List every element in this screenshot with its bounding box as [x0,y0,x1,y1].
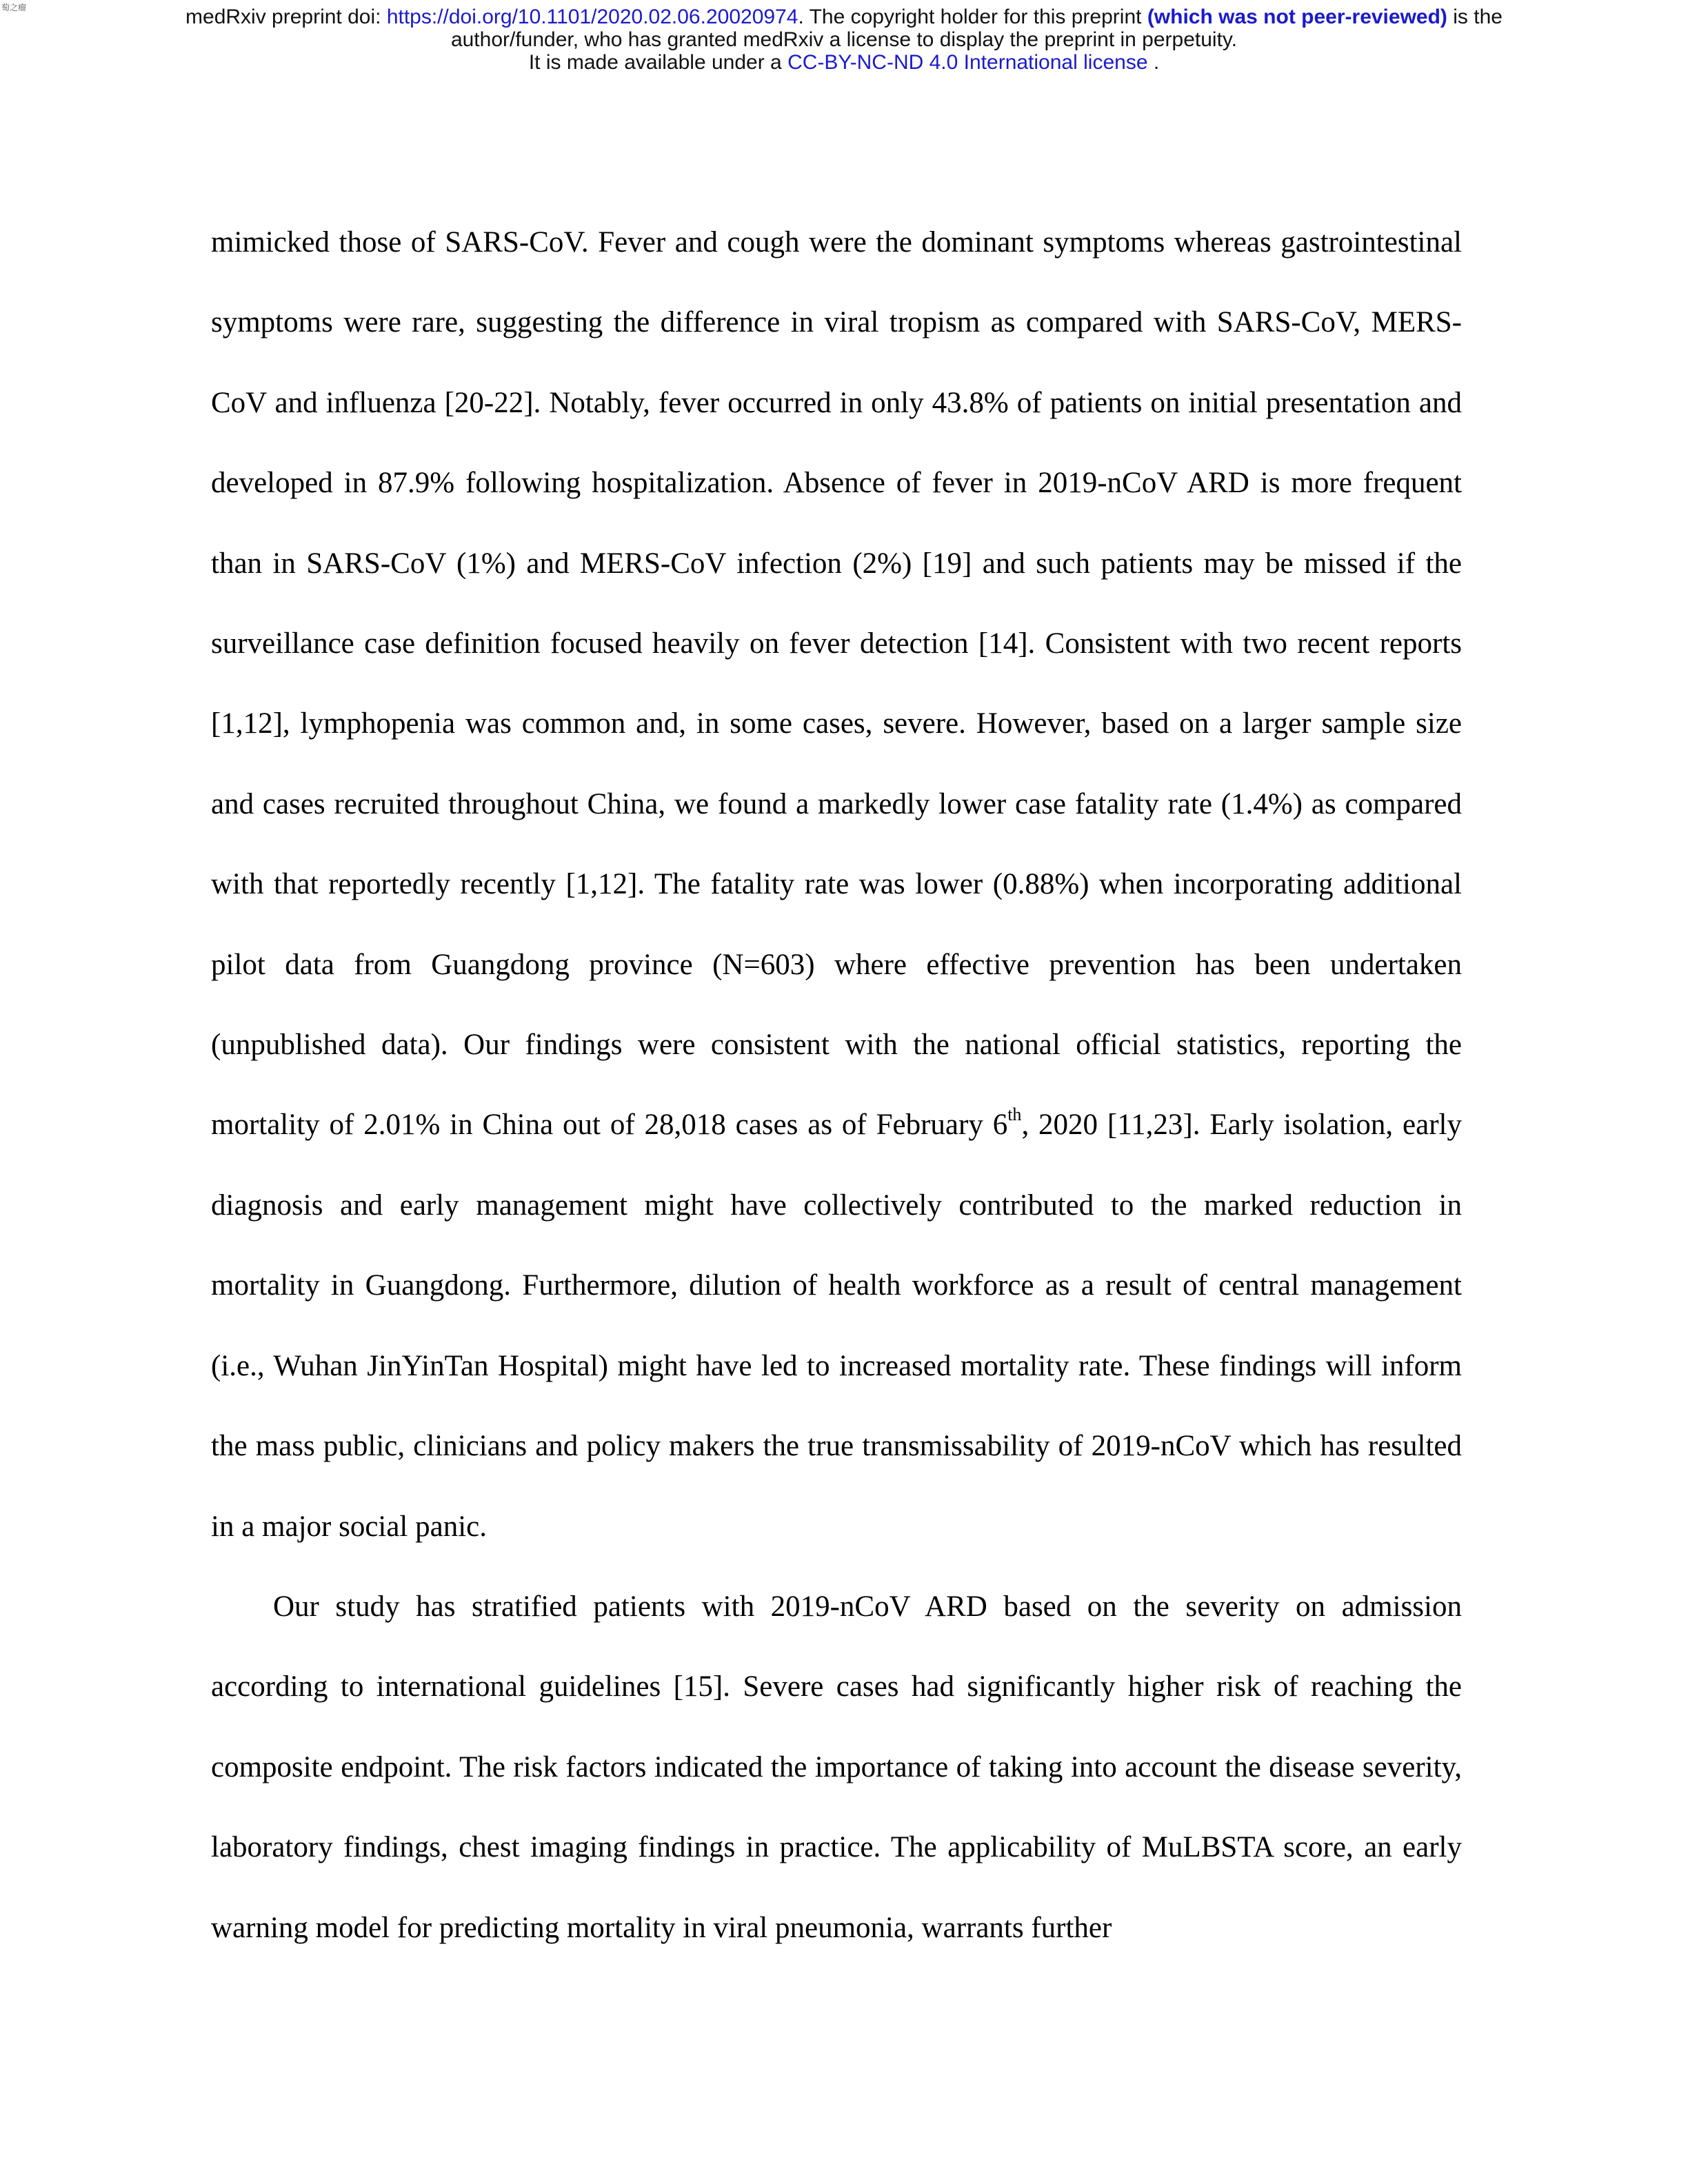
header-copyright-text: . The copyright holder for this preprint [798,6,1147,28]
not-peer-reviewed-note: (which was not peer-reviewed) [1147,6,1447,28]
license-prefix: It is made available under a [528,51,788,74]
paragraph-1-text-a: mimicked those of SARS-CoV. Fever and cough were the dominant symptoms whereas gastrointestinal symptoms were rare, suggesting the difference in viral tropism as compared with SARS-CoV, MERS-CoV and influenza [20-22]. Notably, fever occurred in only 43.8% of patients on initial presentation and developed in 87.9% following hospitalization. Absence of fever in 2019-nCoV ARD is more frequent than in SARS-CoV (1%) and MERS-CoV infection (2%) [19] and such patients may be missed if the surveillance case definition focused heavily on fever detection [14]. Consistent with two recent reports [1,12], lymphopenia was common and, in some cases, severe. However, based on a larger sample size and cases recruited throughout China, we found a markedly lower case fatality rate (1.4%) as compared with that reportedly recently [1,12]. The fatality rate was lower (0.88%) when incorporating additional pilot data from Guangdong province (N=603) where effective prevention has been undertaken (unpublished data). Our findings were consistent with the national official statistics, reporting the mortality of 2.01% in China out of 28,018 cases as of February 6 [211,226,1462,1142]
paper-body [211,203,1462,1968]
header-line-2: author/funder, who has granted medRxiv a license to display the preprint in perpetuity. [450,28,1238,51]
body-paragraph-1 [211,203,1462,1567]
header-suffix: is the [1447,6,1503,28]
license-link[interactable]: CC-BY-NC-ND 4.0 International license [787,51,1148,74]
doi-link[interactable]: https://doi.org/10.1101/2020.02.06.20020974 [386,6,798,28]
ordinal-superscript: th [1007,1104,1022,1125]
corner-mark: 萄之瘤 [1,3,27,12]
body-paragraph-2: Our study has stratified patients with 2019-nCoV ARD based on the severity on admission according to international guidelines [15]. Severe cases had significantly higher risk of reaching the composite endpoint. The risk factors indicated the importance of taking into account the disease severity, laboratory findings, chest imaging findings in practice. The applicability of MuLBSTA score, an early warning model for predicting mortality in viral pneumonia, warrants further [211,1590,1462,1944]
paragraph-1-text-b: , 2020 [11,23]. Early isolation, early diagnosis and early management might have collectively contributed to the marked reduction in mortality in Guangdong. Furthermore, dilution of health workforce as a result of central management (i.e., Wuhan JinYinTan Hospital) might have led to increased mortality rate. These findings will inform the mass public, clinicians and policy makers the true transmissability of 2019-nCoV which has resulted in a major social panic. [211,1109,1462,1543]
header-line-1 [0,6,1688,28]
preprint-header [0,6,1688,74]
header-prefix: medRxiv preprint doi: [185,6,387,28]
license-suffix: . [1147,51,1160,74]
header-line-3 [0,51,1688,74]
